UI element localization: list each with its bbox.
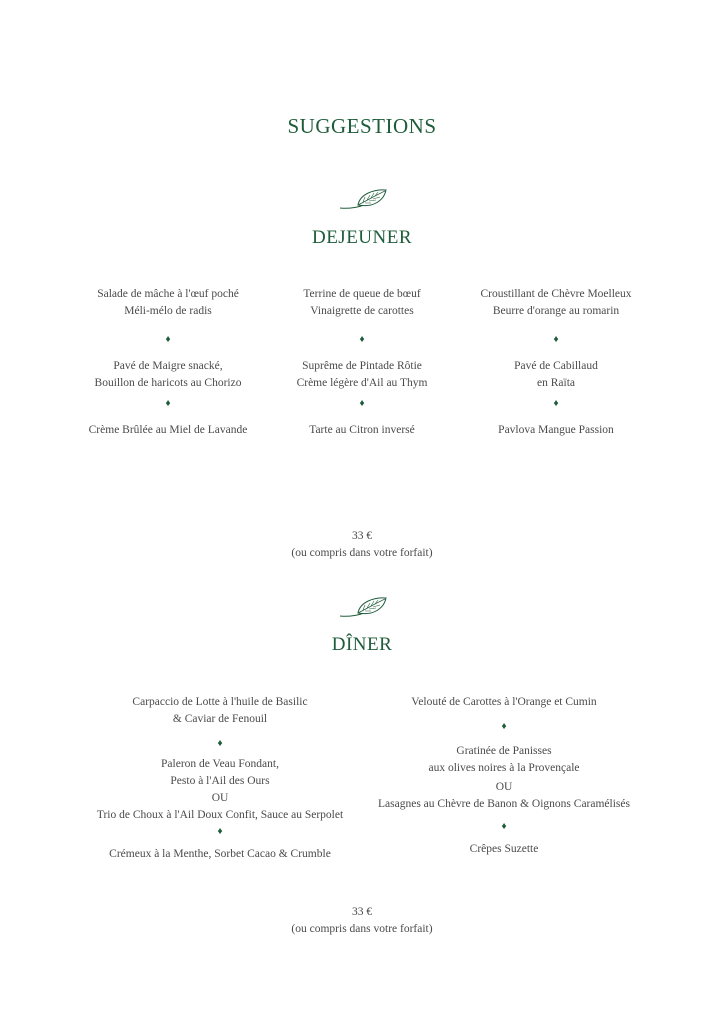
- diamond-separator-icon: ♦: [217, 826, 223, 837]
- diamond-separator-icon: ♦: [165, 334, 171, 345]
- lunch-heading: DEJEUNER: [311, 227, 413, 248]
- diamond-separator-icon: ♦: [217, 738, 223, 749]
- menu-item: Tarte au Citron inversé: [309, 424, 415, 436]
- or-label: OU: [211, 792, 229, 804]
- menu-item: Pavé de Maigre snacké, Bouillon de haricots au Chorizo: [94, 360, 242, 389]
- dinner-column-1: [70, 694, 370, 863]
- leaf-icon: [336, 596, 390, 622]
- diamond-separator-icon: ♦: [553, 334, 559, 345]
- lunch-price-note: (ou compris dans votre forfait): [291, 547, 433, 559]
- leaf-icon: [336, 188, 390, 214]
- dinner-heading: DÎNER: [331, 634, 393, 655]
- diamond-separator-icon: ♦: [553, 398, 559, 409]
- lunch-column-1: [58, 286, 278, 439]
- menu-item: Carpaccio de Lotte à l'huile de Basilic & Caviar de Fenouil: [132, 696, 308, 725]
- diamond-separator-icon: ♦: [359, 334, 365, 345]
- dinner-price-block: [0, 904, 724, 938]
- menu-item: Crème Brûlée au Miel de Lavande: [88, 424, 248, 436]
- menu-item: Crêpes Suzette: [469, 843, 539, 855]
- dinner-column-2: [354, 694, 654, 858]
- diamond-separator-icon: ♦: [165, 398, 171, 409]
- menu-item: Salade de mâche à l'œuf poché Méli-mélo de radis: [97, 288, 239, 317]
- lunch-column-2: [252, 286, 472, 439]
- menu-item: Gratinée de Panisses aux olives noires à la Provençale OU Lasagnes au Chèvre de Banon & Oignons Caramélisés: [354, 743, 654, 813]
- lunch-column-3: [446, 286, 666, 439]
- lunch-price-block: [0, 528, 724, 562]
- diamond-separator-icon: ♦: [501, 721, 507, 732]
- or-label: OU: [495, 781, 513, 793]
- dinner-price: 33 €: [351, 906, 373, 918]
- menu-item: Velouté de Carottes à l'Orange et Cumin: [411, 696, 597, 708]
- page-title: SUGGESTIONS: [287, 114, 437, 138]
- diamond-separator-icon: ♦: [359, 398, 365, 409]
- lunch-price: 33 €: [351, 530, 373, 542]
- menu-item: Terrine de queue de bœuf Vinaigrette de carottes: [303, 288, 421, 317]
- menu-item: Croustillant de Chèvre Moelleux Beurre d'orange au romarin: [480, 288, 632, 317]
- menu-item: Crémeux à la Menthe, Sorbet Cacao & Crumble: [109, 848, 331, 860]
- dinner-price-note: (ou compris dans votre forfait): [291, 923, 433, 935]
- menu-item: Suprême de Pintade Rôtie Crème légère d'Ail au Thym: [296, 360, 428, 389]
- menu-item: Pavé de Cabillaud en Raïta: [514, 360, 598, 389]
- menu-item: Paleron de Veau Fondant, Pesto à l'Ail des Ours OU Trio de Choux à l'Ail Doux Confit, Sauce au Serpolet: [70, 756, 370, 824]
- menu-item: Pavlova Mangue Passion: [498, 424, 614, 436]
- diamond-separator-icon: ♦: [501, 821, 507, 832]
